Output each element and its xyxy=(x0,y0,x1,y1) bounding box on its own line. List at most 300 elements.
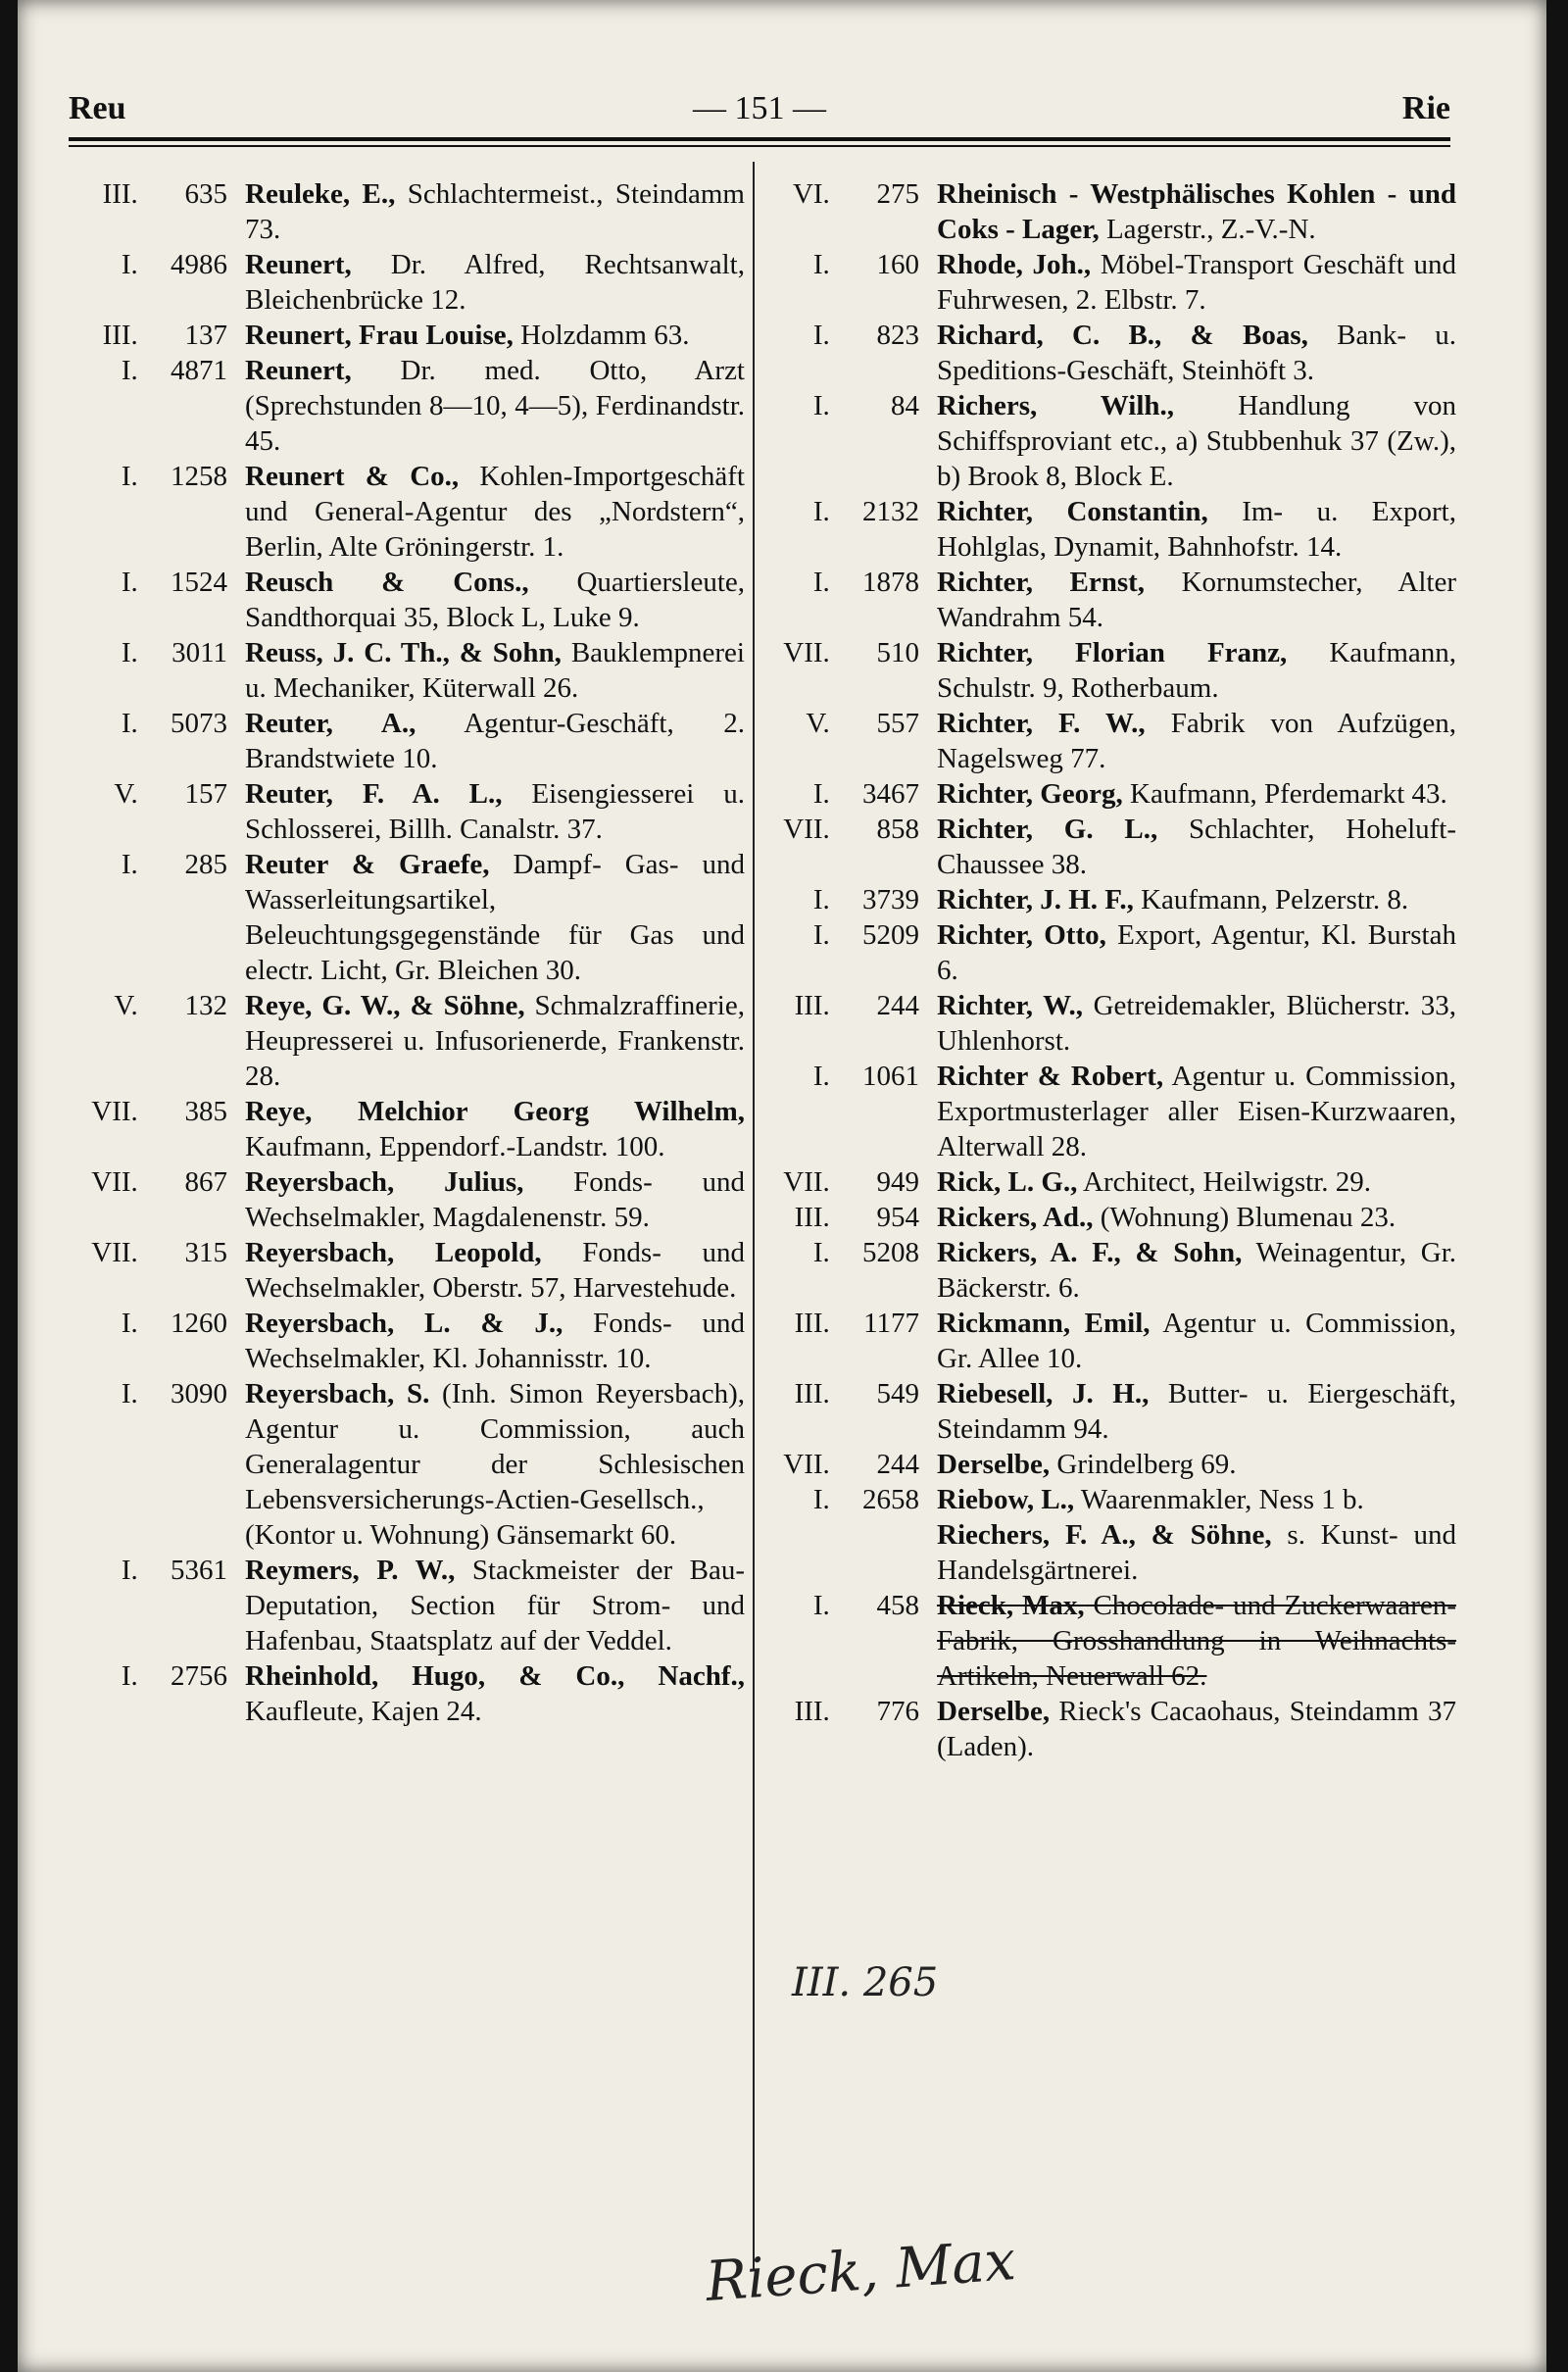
entry-number xyxy=(770,1517,937,1588)
phone-number: 244 xyxy=(876,990,919,1021)
entry-name: Reunert & Co., xyxy=(245,461,460,492)
entry-name: Reunert, Frau Louise, xyxy=(245,320,514,351)
entry-text xyxy=(245,1376,745,1553)
entry-number xyxy=(770,565,937,635)
phone-number: 132 xyxy=(184,990,227,1021)
entry-name: Rieck, Max, xyxy=(937,1590,1085,1621)
directory-entry xyxy=(770,1235,1456,1306)
district: I. xyxy=(812,1061,830,1092)
entry-number xyxy=(78,176,245,247)
entry-text xyxy=(245,1306,745,1376)
entry-number xyxy=(770,1482,937,1517)
entry-number xyxy=(770,812,937,882)
entry-text xyxy=(245,847,745,988)
directory-entry xyxy=(770,176,1456,247)
entry-text xyxy=(245,1164,745,1235)
district: I. xyxy=(121,637,138,668)
district: I. xyxy=(812,1484,830,1515)
entry-text xyxy=(245,565,745,635)
entry-text xyxy=(937,388,1456,494)
directory-entry xyxy=(770,635,1456,706)
district: VII. xyxy=(91,1096,138,1127)
entry-text xyxy=(937,1517,1456,1588)
directory-entry xyxy=(770,1376,1456,1447)
district: III. xyxy=(794,990,830,1021)
directory-entry xyxy=(78,1164,745,1235)
entry-name: Richter, Ernst, xyxy=(937,567,1146,598)
entry-name: Reye, Melchior Georg Wilhelm, xyxy=(245,1096,745,1127)
district: I. xyxy=(812,1237,830,1268)
entry-details: Bank- u. Speditions-Geschäft, Steinhöft 3. xyxy=(937,320,1456,386)
entry-number xyxy=(770,1235,937,1306)
entry-details: Eisengiesserei u. Schlosserei, Billh. Canalstr. 37. xyxy=(245,778,745,845)
entry-name: Riechers, F. A., & Söhne, xyxy=(937,1519,1272,1551)
district: I. xyxy=(121,1378,138,1409)
entry-text xyxy=(245,1553,745,1658)
entry-details: Möbel-Transport Geschäft und Fuhrwesen, 2. Elbstr. 7. xyxy=(937,249,1457,316)
entry-text xyxy=(245,706,745,776)
entry-name: Richter, W., xyxy=(937,990,1083,1021)
right-column xyxy=(770,176,1456,1764)
entry-text xyxy=(937,565,1456,635)
entry-number xyxy=(770,318,937,388)
entry-name: Reuter, A., xyxy=(245,708,416,739)
phone-number: 5073 xyxy=(171,708,227,739)
entry-name: Rick, L. G., xyxy=(937,1166,1078,1198)
district: I. xyxy=(121,1555,138,1586)
entry-number xyxy=(78,635,245,706)
phone-number: 244 xyxy=(876,1449,919,1480)
entry-details: Schlachtermeist., Steindamm 73. xyxy=(245,178,745,245)
entry-text xyxy=(245,1235,745,1306)
entry-name: Reuleke, E., xyxy=(245,178,396,210)
entry-name: Rickers, A. F., & Sohn, xyxy=(937,1237,1243,1268)
phone-number: 823 xyxy=(876,320,919,351)
entry-number xyxy=(78,706,245,776)
entry-number xyxy=(78,247,245,318)
entry-text xyxy=(937,494,1456,565)
entry-text xyxy=(937,988,1456,1059)
entry-text xyxy=(245,1094,745,1164)
district: I. xyxy=(812,249,830,280)
entry-number xyxy=(770,494,937,565)
phone-number: 510 xyxy=(876,637,919,668)
phone-number: 635 xyxy=(184,178,227,210)
entry-text xyxy=(245,1658,745,1729)
entry-text xyxy=(937,247,1456,318)
entry-name: Reye, G. W., & Söhne, xyxy=(245,990,525,1021)
entry-name: Rheinisch - Westphälisches Kohlen - und Coks - Lager, xyxy=(937,178,1456,245)
phone-number: 2756 xyxy=(171,1660,227,1692)
district: I. xyxy=(121,1660,138,1692)
district: III. xyxy=(794,1308,830,1339)
entry-text xyxy=(937,1694,1456,1764)
phone-number: 3739 xyxy=(862,884,919,915)
entry-details: Rieck's Cacaohaus, Steindamm 37 (Laden). xyxy=(937,1696,1456,1762)
directory-entry xyxy=(78,1235,745,1306)
directory-entry xyxy=(770,706,1456,776)
directory-entry xyxy=(770,1588,1456,1694)
entry-name: Reyersbach, Leopold, xyxy=(245,1237,542,1268)
entry-text xyxy=(937,1306,1456,1376)
directory-entry xyxy=(78,459,745,565)
district: VII. xyxy=(783,1449,830,1480)
entry-number xyxy=(770,1588,937,1694)
entry-details: s. Kunst- und Handelsgärtnerei. xyxy=(937,1519,1456,1586)
entry-details: Kaufmann, Eppendorf.-Landstr. 100. xyxy=(245,1131,665,1162)
entry-details: Butter- u. Eiergeschäft, Steindamm 94. xyxy=(937,1378,1456,1445)
district: I. xyxy=(121,849,138,880)
handwritten-signature: Rieck, Max xyxy=(704,2229,1018,2314)
entry-name: Derselbe, xyxy=(937,1696,1051,1727)
district: VII. xyxy=(91,1237,138,1268)
entry-details: Bauklempnerei u. Mechaniker, Küterwall 26. xyxy=(245,637,745,704)
phone-number: 3090 xyxy=(171,1378,227,1409)
phone-number: 5209 xyxy=(862,919,919,951)
directory-entry xyxy=(78,847,745,988)
directory-entry xyxy=(78,988,745,1094)
phone-number: 1061 xyxy=(862,1061,919,1092)
entry-name: Rheinhold, Hugo, & Co., Nachf., xyxy=(245,1660,745,1692)
entry-number xyxy=(78,1376,245,1553)
district: V. xyxy=(114,990,138,1021)
entry-details: Weinagentur, Gr. Bäckerstr. 6. xyxy=(937,1237,1456,1304)
entry-details: Schlachter, Hoheluft-Chaussee 38. xyxy=(937,814,1457,880)
entry-details: Grindelberg 69. xyxy=(1050,1449,1237,1480)
directory-entry xyxy=(770,917,1456,988)
district: III. xyxy=(794,1696,830,1727)
directory-entry xyxy=(78,635,745,706)
entry-details: Schmalzraffinerie, Heupresserei u. Infusorienerde, Frankenstr. 28. xyxy=(245,990,745,1092)
directory-entry xyxy=(78,1376,745,1553)
phone-number xyxy=(830,1517,919,1588)
directory-entry xyxy=(78,353,745,459)
directory-entry xyxy=(770,565,1456,635)
phone-number: 858 xyxy=(876,814,919,845)
entry-number xyxy=(770,1059,937,1164)
phone-number: 385 xyxy=(184,1096,227,1127)
entry-number xyxy=(770,247,937,318)
entry-name: Reusch & Cons., xyxy=(245,567,529,598)
directory-entry xyxy=(78,1658,745,1729)
district: I. xyxy=(121,461,138,492)
entry-number xyxy=(770,635,937,706)
entry-name: Rhode, Joh., xyxy=(937,249,1092,280)
phone-number: 949 xyxy=(876,1166,919,1198)
district: I. xyxy=(812,919,830,951)
entry-number xyxy=(770,917,937,988)
phone-number: 285 xyxy=(184,849,227,880)
entry-name: Richter, Florian Franz, xyxy=(937,637,1288,668)
entry-details: Kaufleute, Kajen 24. xyxy=(245,1696,482,1727)
phone-number: 1260 xyxy=(171,1308,227,1339)
entry-name: Richter, Constantin, xyxy=(937,496,1208,527)
page-number: — 151 — xyxy=(693,90,826,126)
phone-number: 1177 xyxy=(863,1308,919,1339)
entry-name: Riebesell, J. H., xyxy=(937,1378,1150,1409)
phone-number: 160 xyxy=(876,249,919,280)
header-rule xyxy=(69,137,1450,141)
entry-name: Reuter, F. A. L., xyxy=(245,778,503,810)
directory-entry xyxy=(770,247,1456,318)
directory-entry xyxy=(78,1553,745,1658)
entry-details: Kohlen-Importgeschäft und General-Agentur des „Nordstern“, Berlin, Alte Gröningerstr. 1. xyxy=(245,461,745,563)
header-left: Reu xyxy=(69,90,126,126)
district: I. xyxy=(812,496,830,527)
phone-number: 776 xyxy=(876,1696,919,1727)
district: I. xyxy=(812,320,830,351)
phone-number: 3467 xyxy=(862,778,919,810)
entry-text xyxy=(937,706,1456,776)
phone-number: 549 xyxy=(876,1378,919,1409)
phone-number: 84 xyxy=(891,390,919,421)
entry-details: (Wohnung) Blumenau 23. xyxy=(1093,1202,1396,1233)
entry-number xyxy=(78,1094,245,1164)
entry-number xyxy=(770,1164,937,1200)
entry-text xyxy=(245,776,745,847)
entry-number xyxy=(78,318,245,353)
district: I. xyxy=(812,1590,830,1621)
district: I. xyxy=(812,390,830,421)
entry-details: Getreidemakler, Blücherstr. 33, Uhlenhorst. xyxy=(937,990,1456,1057)
entry-details: Handlung von Schiffsproviant etc., a) Stubbenhuk 37 (Zw.), b) Brook 8, Block E. xyxy=(937,390,1456,492)
district: I. xyxy=(812,884,830,915)
entry-text xyxy=(245,459,745,565)
margin-note: III. 265 xyxy=(792,1960,939,2005)
phone-number: 4986 xyxy=(171,249,227,280)
entry-details: Quartiersleute, Sandthorquai 35, Block L, Luke 9. xyxy=(245,567,745,633)
directory-entry xyxy=(770,988,1456,1059)
directory-entry xyxy=(78,318,745,353)
phone-number: 2658 xyxy=(862,1484,919,1515)
directory-entry xyxy=(770,1694,1456,1764)
directory-entry xyxy=(770,1306,1456,1376)
entry-name: Reunert, xyxy=(245,249,352,280)
directory-entry xyxy=(770,1517,1456,1588)
entry-text xyxy=(937,1588,1456,1694)
district: I. xyxy=(121,567,138,598)
directory-entry xyxy=(770,1447,1456,1482)
entry-name: Rickmann, Emil, xyxy=(937,1308,1151,1339)
entry-text xyxy=(937,1059,1456,1164)
district: VII. xyxy=(783,814,830,845)
entry-text xyxy=(937,917,1456,988)
entry-number xyxy=(78,776,245,847)
entry-name: Richard, C. B., & Boas, xyxy=(937,320,1308,351)
entry-name: Richter, F. W., xyxy=(937,708,1146,739)
entry-number xyxy=(770,988,937,1059)
entry-text xyxy=(937,812,1456,882)
district: VII. xyxy=(783,1166,830,1198)
district: I. xyxy=(121,1308,138,1339)
header-rule-thin xyxy=(69,145,1450,147)
entry-text xyxy=(245,635,745,706)
entry-text xyxy=(937,318,1456,388)
entry-details: Kornumstecher, Alter Wandrahm 54. xyxy=(937,567,1456,633)
phone-number: 157 xyxy=(184,778,227,810)
entry-name: Riebow, L., xyxy=(937,1484,1075,1515)
entry-number xyxy=(770,1694,937,1764)
entry-number xyxy=(770,1306,937,1376)
phone-number: 5208 xyxy=(862,1237,919,1268)
entry-number xyxy=(770,776,937,812)
district: VI. xyxy=(792,178,830,210)
entry-text xyxy=(245,247,745,318)
entry-details: Lagerstr., Z.-V.-N. xyxy=(1099,214,1316,245)
entry-text xyxy=(937,1376,1456,1447)
entry-text xyxy=(245,353,745,459)
phone-number: 275 xyxy=(876,178,919,210)
entry-text xyxy=(937,1200,1456,1235)
entry-name: Derselbe, xyxy=(937,1449,1051,1480)
directory-page xyxy=(18,0,1546,2372)
entry-details: Architect, Heilwigstr. 29. xyxy=(1077,1166,1372,1198)
entry-details: Stackmeister der Bau-Deputation, Section für Strom- und Hafenbau, Staatsplatz auf der Veddel. xyxy=(245,1555,745,1656)
page-header xyxy=(69,90,1450,133)
phone-number: 3011 xyxy=(172,637,227,668)
phone-number: 2132 xyxy=(862,496,919,527)
column-divider xyxy=(753,162,755,2269)
phone-number: 5361 xyxy=(171,1555,227,1586)
entry-details: Kaufmann, Schulstr. 9, Rotherbaum. xyxy=(937,637,1456,704)
entry-number xyxy=(770,1447,937,1482)
entry-number xyxy=(78,1306,245,1376)
entry-text xyxy=(937,1164,1456,1200)
entry-number xyxy=(770,1376,937,1447)
entry-number xyxy=(770,1200,937,1235)
phone-number: 557 xyxy=(876,708,919,739)
directory-entry xyxy=(78,1094,745,1164)
entry-details: Export, Agentur, Kl. Burstah 6. xyxy=(937,919,1456,986)
district xyxy=(770,1517,830,1588)
district: I. xyxy=(812,778,830,810)
entry-name: Reunert, xyxy=(245,355,352,386)
entry-text xyxy=(937,176,1456,247)
entry-details: Chocolade- und Zuckerwaaren-Fabrik, Grosshandlung in Weihnachts-Artikeln, Neuerwall 62. xyxy=(937,1590,1456,1692)
entry-name: Reyersbach, Julius, xyxy=(245,1166,524,1198)
entry-number xyxy=(78,1164,245,1235)
directory-entry xyxy=(78,706,745,776)
entry-name: Richter, G. L., xyxy=(937,814,1158,845)
phone-number: 1258 xyxy=(171,461,227,492)
directory-entry xyxy=(78,247,745,318)
entry-name: Richter & Robert, xyxy=(937,1061,1164,1092)
entry-details: Dr. Alfred, Rechtsanwalt, Bleichenbrücke 12. xyxy=(245,249,745,316)
entry-number xyxy=(78,459,245,565)
entry-text xyxy=(937,1482,1456,1517)
phone-number: 867 xyxy=(184,1166,227,1198)
entry-details: Fabrik von Aufzügen, Nagelsweg 77. xyxy=(937,708,1456,774)
entry-number xyxy=(770,706,937,776)
entry-name: Richter, Otto, xyxy=(937,919,1106,951)
entry-details: Dr. med. Otto, Arzt (Sprechstunden 8—10, 4—5), Ferdinandstr. 45. xyxy=(245,355,745,457)
entry-details: Im- u. Export, Hohlglas, Dynamit, Bahnhofstr. 14. xyxy=(937,496,1456,563)
directory-entry xyxy=(78,1306,745,1376)
entry-name: Reyersbach, L. & J., xyxy=(245,1308,564,1339)
district: III. xyxy=(102,178,138,210)
entry-text xyxy=(937,776,1456,812)
entry-details: Fonds- und Wechselmakler, Oberstr. 57, Harvestehude. xyxy=(245,1237,745,1304)
directory-entry xyxy=(770,388,1456,494)
district: I. xyxy=(121,708,138,739)
district: III. xyxy=(794,1378,830,1409)
entry-number xyxy=(770,176,937,247)
entry-details: Agentur u. Commission, Gr. Allee 10. xyxy=(937,1308,1457,1374)
entry-number xyxy=(78,1235,245,1306)
header-right: Rie xyxy=(1401,90,1450,126)
directory-entry xyxy=(78,565,745,635)
directory-entry xyxy=(770,318,1456,388)
phone-number: 1524 xyxy=(171,567,227,598)
entry-text xyxy=(937,1447,1456,1482)
phone-number: 4871 xyxy=(171,355,227,386)
entry-name: Richter, Georg, xyxy=(937,778,1123,810)
district: III. xyxy=(102,320,138,351)
entry-text xyxy=(245,988,745,1094)
entry-number xyxy=(78,988,245,1094)
phone-number: 1878 xyxy=(862,567,919,598)
entry-details: Kaufmann, Pelzerstr. 8. xyxy=(1133,884,1409,915)
district: I. xyxy=(121,355,138,386)
entry-name: Richers, Wilh., xyxy=(937,390,1175,421)
directory-entry xyxy=(770,1164,1456,1200)
district: VII. xyxy=(783,637,830,668)
district: VII. xyxy=(91,1166,138,1198)
entry-number xyxy=(770,882,937,917)
directory-entry xyxy=(770,812,1456,882)
entry-text xyxy=(937,882,1456,917)
directory-entry xyxy=(78,176,745,247)
entry-text xyxy=(245,176,745,247)
directory-entry xyxy=(770,882,1456,917)
entry-name: Reuss, J. C. Th., & Sohn, xyxy=(245,637,562,668)
district: I. xyxy=(121,249,138,280)
directory-entry xyxy=(770,494,1456,565)
entry-name: Rickers, Ad., xyxy=(937,1202,1094,1233)
entry-details: Dampf- Gas- und Wasserleitungsartikel, Beleuchtungsgegenstände für Gas und electr. Licht, Gr. Bleichen 30. xyxy=(245,849,745,986)
entry-text xyxy=(245,318,745,353)
district: V. xyxy=(806,708,830,739)
entry-details: Fonds- und Wechselmakler, Kl. Johannisstr. 10. xyxy=(245,1308,745,1374)
entry-details: Agentur u. Commission, Exportmusterlager aller Eisen-Kurzwaaren, Alterwall 28. xyxy=(937,1061,1456,1162)
directory-entry xyxy=(770,1059,1456,1164)
phone-number: 315 xyxy=(184,1237,227,1268)
entry-text xyxy=(937,635,1456,706)
entry-number xyxy=(78,353,245,459)
entry-name: Reuter & Graefe, xyxy=(245,849,490,880)
entry-number xyxy=(770,388,937,494)
entry-number xyxy=(78,565,245,635)
entry-number xyxy=(78,1553,245,1658)
entry-text xyxy=(937,1235,1456,1306)
phone-number: 954 xyxy=(876,1202,919,1233)
phone-number: 137 xyxy=(184,320,227,351)
entry-number xyxy=(78,1658,245,1729)
directory-entry xyxy=(78,776,745,847)
entry-name: Reymers, P. W., xyxy=(245,1555,456,1586)
entry-number xyxy=(78,847,245,988)
left-column xyxy=(78,176,745,1729)
district: I. xyxy=(812,567,830,598)
district: V. xyxy=(114,778,138,810)
phone-number: 458 xyxy=(876,1590,919,1621)
entry-name: Richter, J. H. F., xyxy=(937,884,1134,915)
directory-entry xyxy=(770,1200,1456,1235)
directory-entry xyxy=(770,776,1456,812)
entry-details: Waarenmakler, Ness 1 b. xyxy=(1074,1484,1364,1515)
entry-details: (Inh. Simon Reyersbach), Agentur u. Commission, auch Generalagentur der Schlesischen Lebensversicherungs-Actien-Gesellsch., (Kontor u. Wohnung) Gänsemarkt 60. xyxy=(245,1378,745,1551)
entry-details: Holzdamm 63. xyxy=(513,320,690,351)
